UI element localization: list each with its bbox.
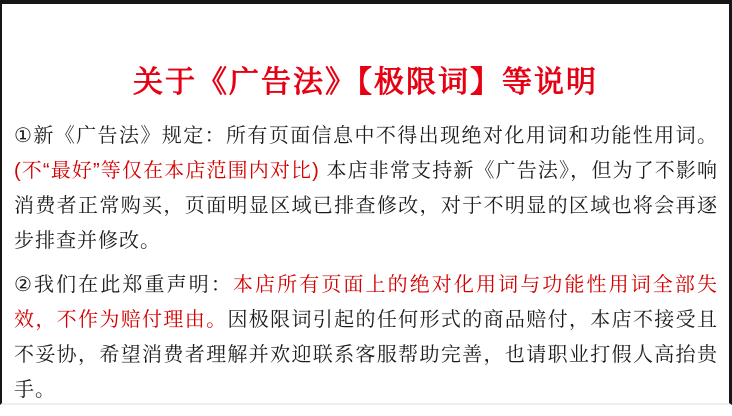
- notice-content: [2, 4, 729, 416]
- notice-paragraph-1: [14, 119, 718, 259]
- text-segment-red: 本店所有页面上的绝对化用词与功能性用词全部失效，不作为赔付理由。: [14, 274, 718, 331]
- notice-title: 关于《广告法》【极限词】等说明: [133, 66, 598, 99]
- notice-body: [2, 100, 729, 408]
- text-segment-black: 因极限词引起的任何形式的商品赔付，本店不接受且不妥协，希望消费者理解并欢迎联系客服帮助完善，也请职业打假人高抬贵手。: [14, 309, 718, 401]
- text-segment-black: ①新《广告法》规定：所有页面信息中不得出现绝对化用词和功能性用词。: [14, 125, 718, 147]
- text-segment-red: (不“最好”等仅在本店范围内对比): [14, 160, 327, 182]
- notice-paragraph-2: [14, 268, 718, 408]
- text-segment-black: ②我们在此郑重声明：: [14, 274, 233, 296]
- text-segment-black: 本店非常支持新《广告法》，但为了不影响消费者正常购买，页面明显区域已排查修改，对于不明显的区域也将会再逐步排查并修改。: [14, 160, 718, 252]
